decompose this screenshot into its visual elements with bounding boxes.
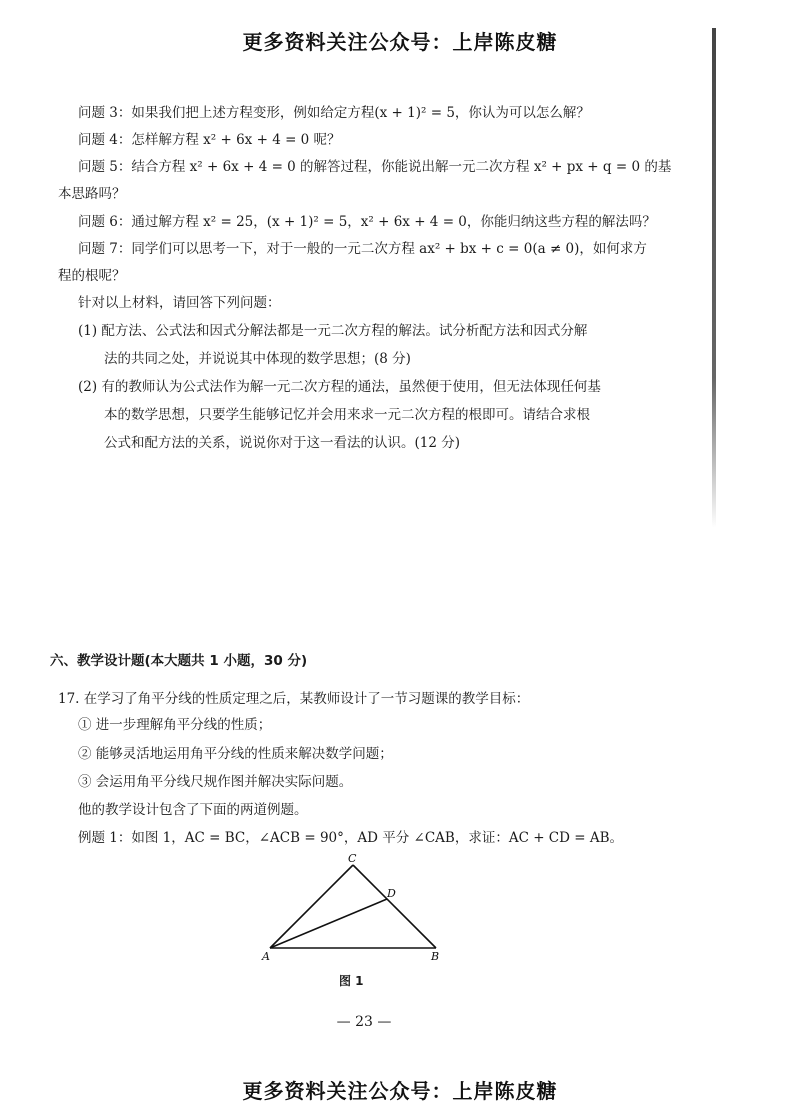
q17-lead: 他的教学设计包含了下面的两道例题。 (78, 802, 308, 818)
label-c: C (348, 852, 357, 865)
example-1: 例题 1：如图 1，AC = BC，∠ACB = 90°，AD 平分 ∠CAB，求证：AC + CD = AB。 (78, 830, 624, 846)
segment-cb (353, 865, 436, 948)
sub-question-1: (1) 配方法、公式法和因式分解法都是一元二次方程的解法。试分析配方法和因式分解 (78, 323, 588, 339)
label-d: D (387, 887, 396, 900)
sub-question-2-cont-2: 公式和配方法的关系，说说你对于这一看法的认识。(12 分) (104, 435, 461, 451)
header-watermark: 更多资料关注公众号：上岸陈皮糖 (242, 30, 558, 54)
question-7-cont: 程的根呢？ (58, 268, 126, 284)
question-5-cont: 本思路吗？ (58, 186, 126, 202)
sub-question-2-cont-1: 本的数学思想，只要学生能够记忆并会用来求一元二次方程的根即可。请结合求根 (104, 407, 590, 423)
q17-intro: 17. 在学习了角平分线的性质定理之后，某教师设计了一节习题课的教学目标： (58, 691, 530, 707)
section-title: 六、教学设计题(本大题共 1 小题，30 分) (50, 653, 308, 669)
figure-caption: 图 1 (339, 974, 364, 988)
triangle-figure (255, 848, 455, 966)
goal-1: ① 进一步理解角平分线的性质； (78, 717, 272, 733)
label-a: A (262, 950, 270, 963)
scan-edge-shadow (712, 28, 716, 528)
page-number: — 23 — (336, 1014, 392, 1030)
question-3: 问题 3：如果我们把上述方程变形，例如给定方程(x + 1)² = 5，你认为可以怎么解？ (78, 105, 590, 121)
sub-question-1-cont: 法的共同之处，并说说其中体现的数学思想；(8 分) (104, 351, 411, 367)
prompt: 针对以上材料，请回答下列问题： (78, 295, 281, 311)
segment-ac (270, 865, 353, 948)
label-b: B (431, 950, 440, 963)
sub-question-2: (2) 有的教师认为公式法作为解一元二次方程的通法，虽然便于使用，但无法体现任何基 (78, 379, 601, 395)
footer-watermark: 更多资料关注公众号：上岸陈皮糖 (242, 1079, 558, 1103)
question-4: 问题 4：怎样解方程 x² + 6x + 4 = 0 呢？ (78, 132, 341, 148)
question-6: 问题 6：通过解方程 x² = 25，(x + 1)² = 5，x² + 6x + 4 = 0，你能归纳这些方程的解法吗？ (78, 214, 656, 230)
question-7: 问题 7：同学们可以思考一下，对于一般的一元二次方程 ax² + bx + c = 0(a ≠ 0)，如何求方 (78, 241, 647, 257)
goal-2: ② 能够灵活地运用角平分线的性质来解决数学问题； (78, 746, 393, 762)
question-5: 问题 5：结合方程 x² + 6x + 4 = 0 的解答过程，你能说出解一元二次方程 x² + px + q = 0 的基 (78, 159, 672, 175)
goal-3: ③ 会运用角平分线尺规作图并解决实际问题。 (78, 774, 353, 790)
segment-ad (270, 899, 387, 948)
